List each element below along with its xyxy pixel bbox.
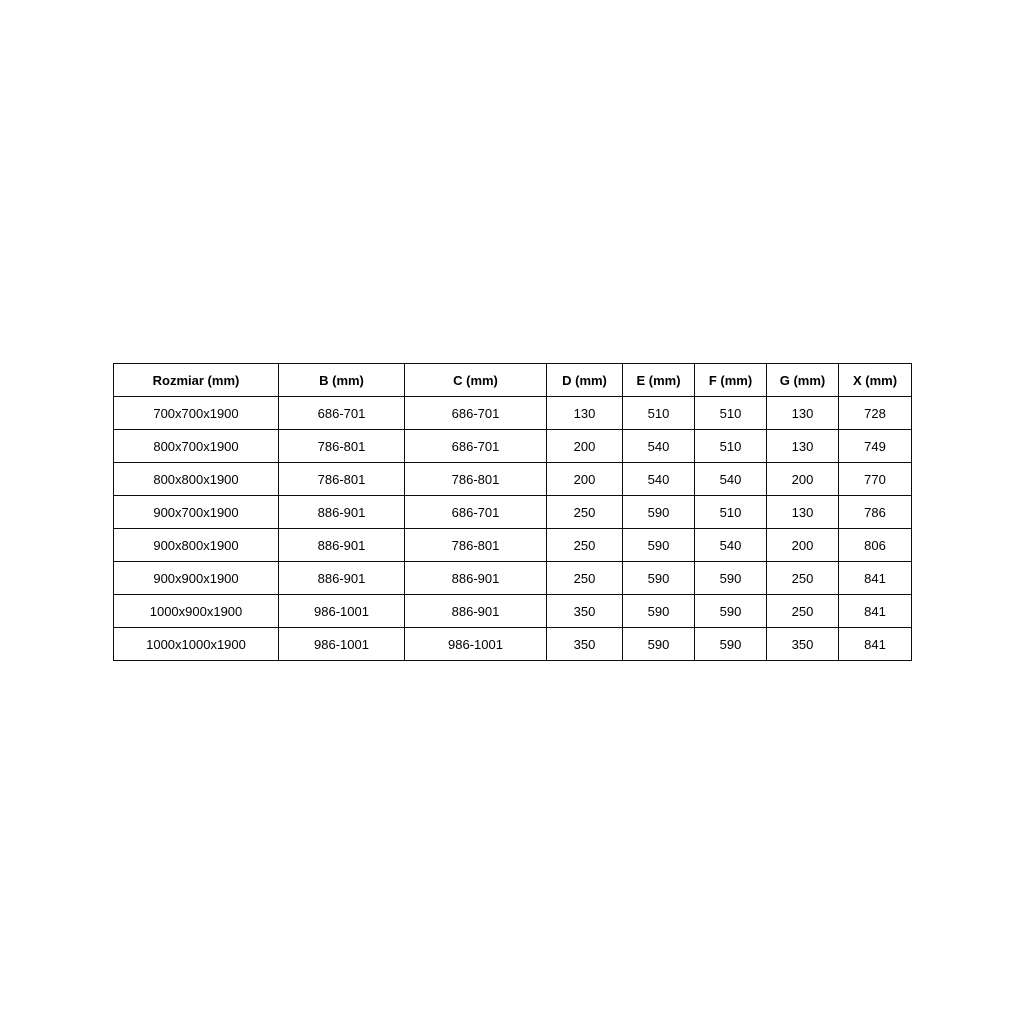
column-header: D (mm) — [547, 364, 623, 397]
value-cell: 250 — [547, 562, 623, 595]
value-cell: 540 — [695, 463, 767, 496]
value-cell: 590 — [695, 595, 767, 628]
value-cell: 540 — [695, 529, 767, 562]
value-cell: 590 — [623, 562, 695, 595]
value-cell: 200 — [767, 463, 839, 496]
table-row — [114, 529, 912, 562]
value-cell: 510 — [695, 496, 767, 529]
value-cell: 250 — [547, 529, 623, 562]
value-cell: 686-701 — [405, 496, 547, 529]
size-cell: 900x900x1900 — [114, 562, 279, 595]
value-cell: 590 — [623, 595, 695, 628]
size-cell: 900x800x1900 — [114, 529, 279, 562]
value-cell: 200 — [547, 463, 623, 496]
value-cell: 749 — [839, 430, 912, 463]
value-cell: 200 — [547, 430, 623, 463]
size-cell: 700x700x1900 — [114, 397, 279, 430]
value-cell: 786-801 — [279, 430, 405, 463]
value-cell: 510 — [695, 397, 767, 430]
value-cell: 786 — [839, 496, 912, 529]
value-cell: 130 — [767, 496, 839, 529]
column-header: B (mm) — [279, 364, 405, 397]
value-cell: 590 — [623, 496, 695, 529]
table-row — [114, 496, 912, 529]
table-body — [114, 397, 912, 661]
value-cell: 841 — [839, 562, 912, 595]
value-cell: 350 — [547, 595, 623, 628]
value-cell: 540 — [623, 463, 695, 496]
column-header: Rozmiar (mm) — [114, 364, 279, 397]
value-cell: 770 — [839, 463, 912, 496]
table-row — [114, 463, 912, 496]
table-header-row — [114, 364, 912, 397]
value-cell: 200 — [767, 529, 839, 562]
value-cell: 886-901 — [279, 496, 405, 529]
table-row — [114, 397, 912, 430]
value-cell: 786-801 — [405, 463, 547, 496]
value-cell: 686-701 — [405, 397, 547, 430]
value-cell: 806 — [839, 529, 912, 562]
value-cell: 590 — [623, 529, 695, 562]
table-row — [114, 562, 912, 595]
value-cell: 250 — [767, 562, 839, 595]
column-header: C (mm) — [405, 364, 547, 397]
value-cell: 886-901 — [405, 595, 547, 628]
value-cell: 510 — [623, 397, 695, 430]
value-cell: 590 — [623, 628, 695, 661]
value-cell: 540 — [623, 430, 695, 463]
dimensions-table — [113, 363, 912, 661]
value-cell: 841 — [839, 595, 912, 628]
value-cell: 510 — [695, 430, 767, 463]
value-cell: 886-901 — [279, 562, 405, 595]
value-cell: 728 — [839, 397, 912, 430]
value-cell: 686-701 — [405, 430, 547, 463]
value-cell: 130 — [767, 397, 839, 430]
column-header: G (mm) — [767, 364, 839, 397]
value-cell: 250 — [547, 496, 623, 529]
value-cell: 986-1001 — [279, 595, 405, 628]
value-cell: 250 — [767, 595, 839, 628]
size-cell: 1000x1000x1900 — [114, 628, 279, 661]
value-cell: 886-901 — [279, 529, 405, 562]
value-cell: 886-901 — [405, 562, 547, 595]
value-cell: 986-1001 — [405, 628, 547, 661]
value-cell: 130 — [547, 397, 623, 430]
table-row — [114, 430, 912, 463]
value-cell: 786-801 — [405, 529, 547, 562]
value-cell: 350 — [547, 628, 623, 661]
value-cell: 786-801 — [279, 463, 405, 496]
value-cell: 986-1001 — [279, 628, 405, 661]
value-cell: 686-701 — [279, 397, 405, 430]
value-cell: 590 — [695, 562, 767, 595]
size-cell: 900x700x1900 — [114, 496, 279, 529]
value-cell: 130 — [767, 430, 839, 463]
size-cell: 800x800x1900 — [114, 463, 279, 496]
column-header: X (mm) — [839, 364, 912, 397]
value-cell: 590 — [695, 628, 767, 661]
column-header: E (mm) — [623, 364, 695, 397]
value-cell: 350 — [767, 628, 839, 661]
size-cell: 1000x900x1900 — [114, 595, 279, 628]
table-row — [114, 595, 912, 628]
column-header: F (mm) — [695, 364, 767, 397]
value-cell: 841 — [839, 628, 912, 661]
table-row — [114, 628, 912, 661]
size-cell: 800x700x1900 — [114, 430, 279, 463]
